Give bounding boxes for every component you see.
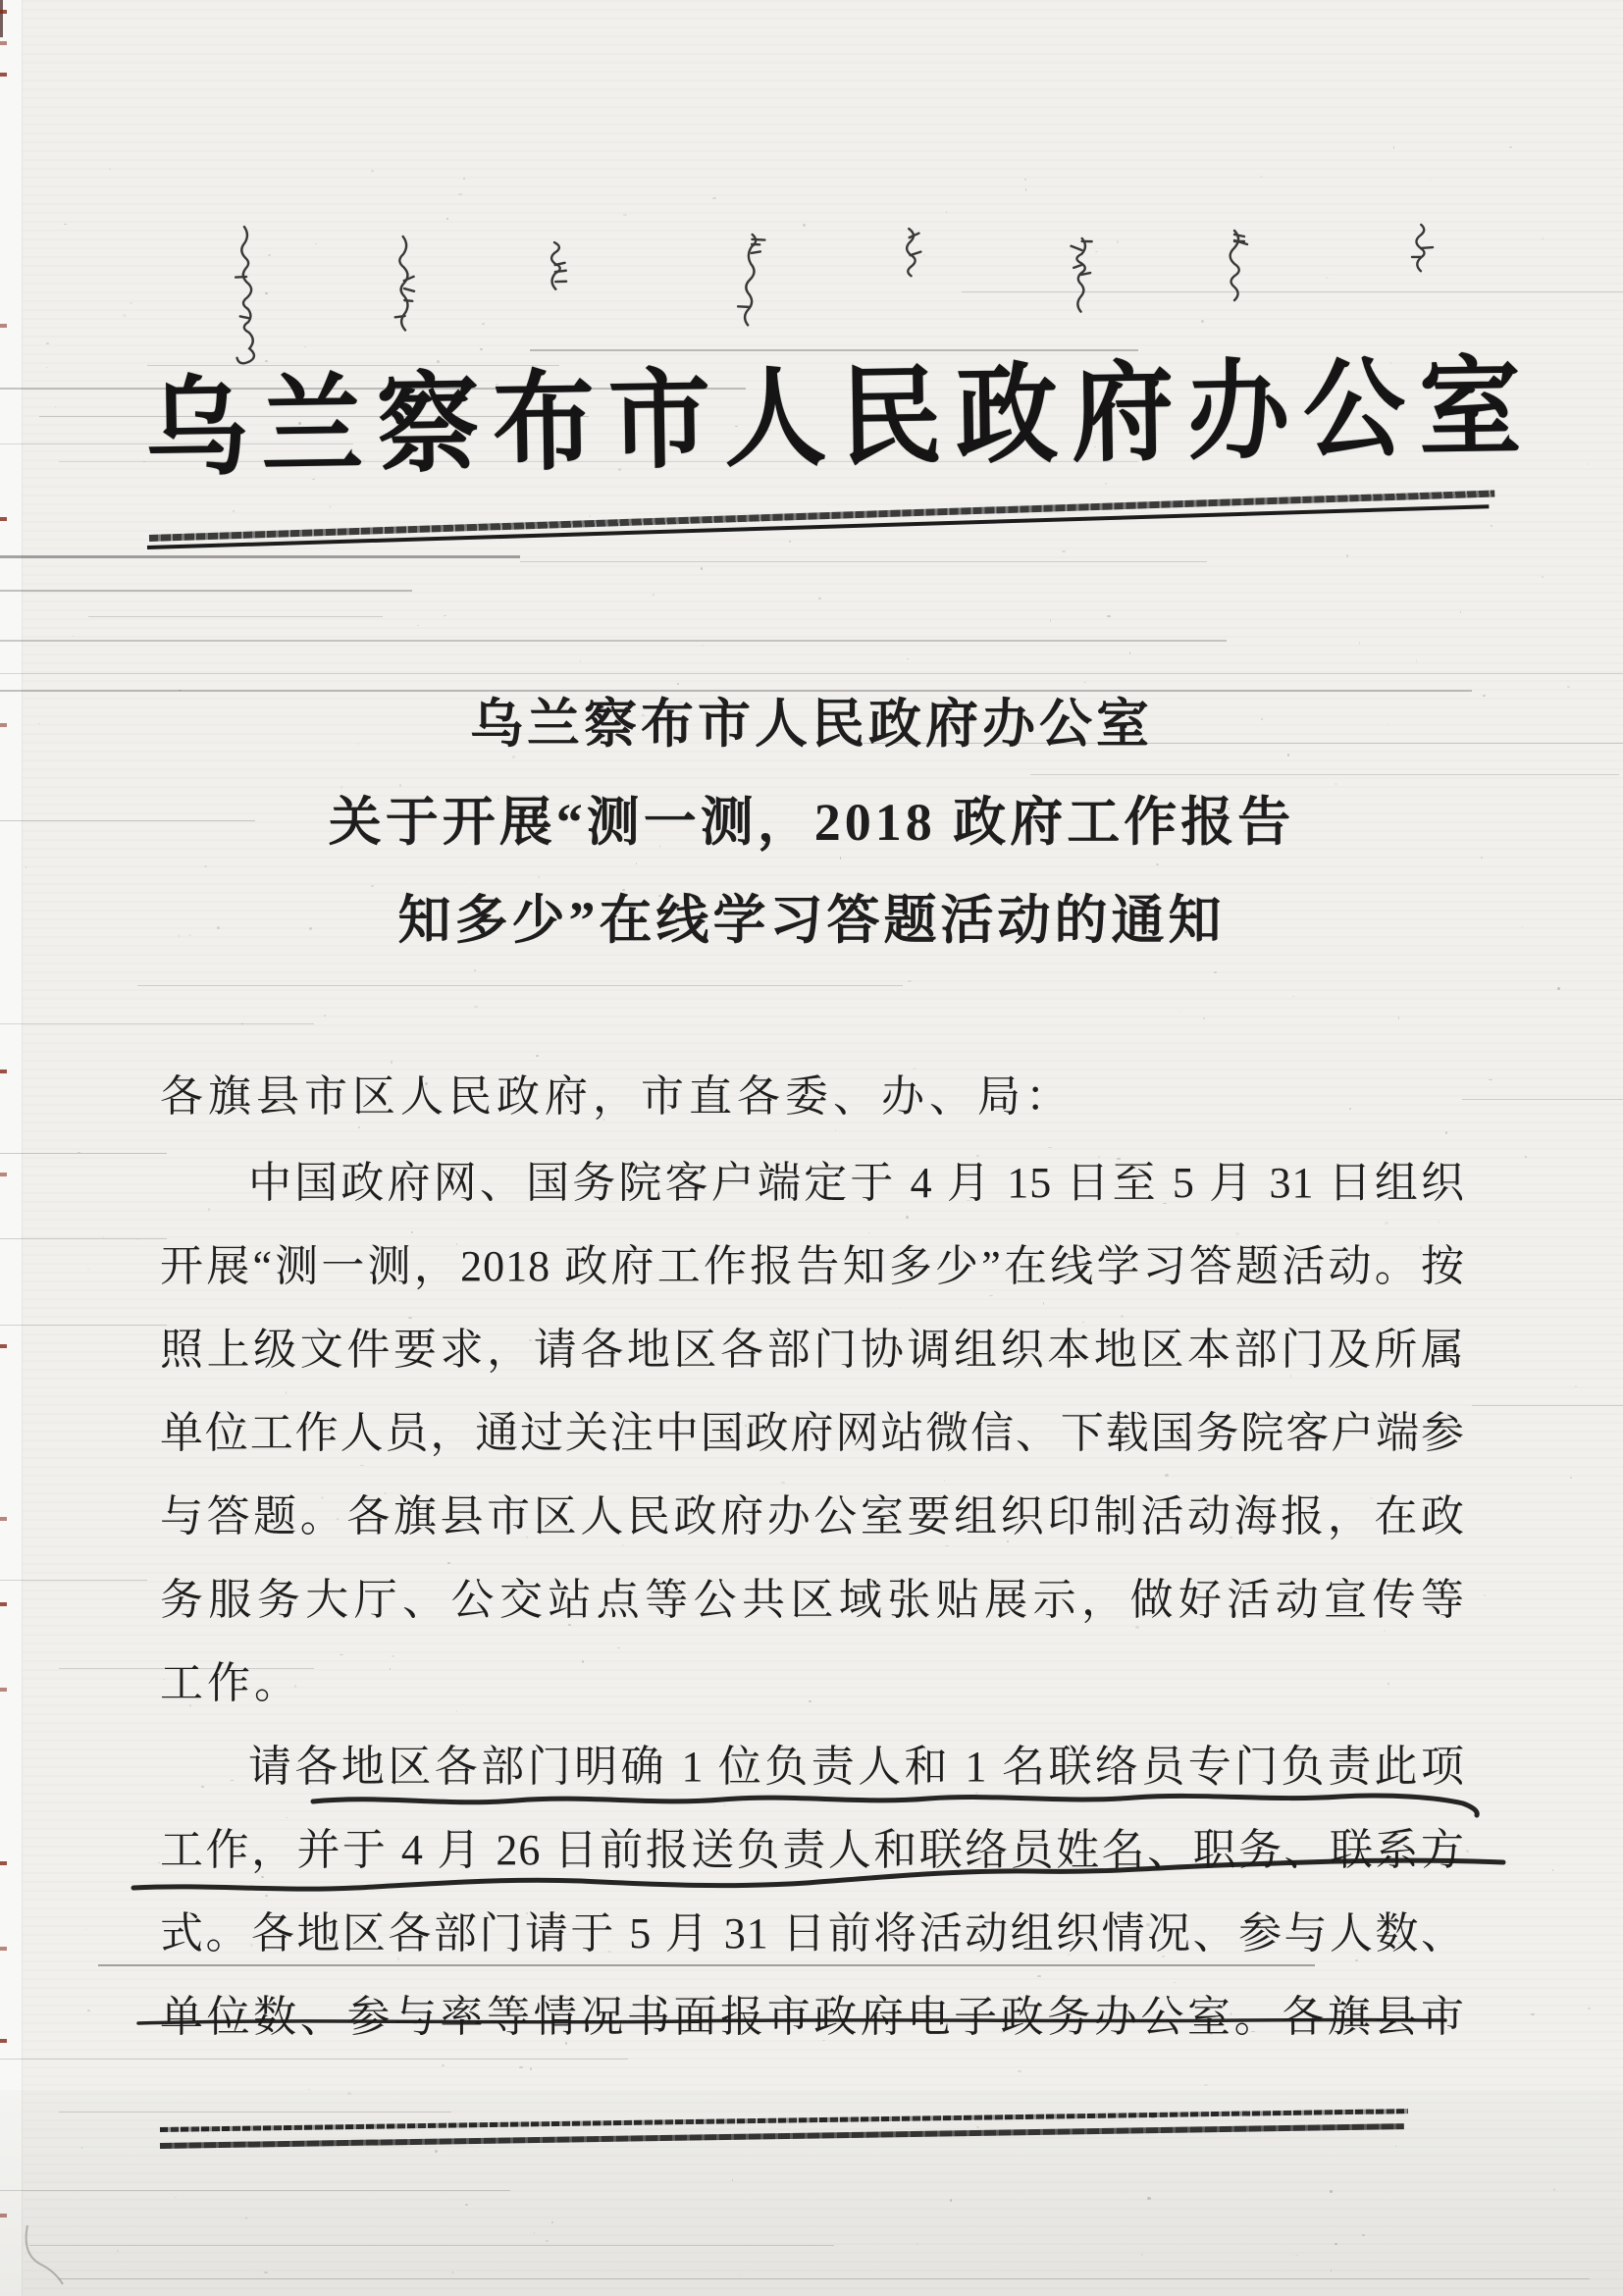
body-line-5: 与答题。各旗县市区人民政府办公室要组织印制活动海报，在政 xyxy=(160,1492,1465,1540)
body-line-8: 请各地区各部门明确 1 位负责人和 1 名联络员专门负责此项 xyxy=(248,1743,1465,1791)
body-line-4: 单位工作人员，通过关注中国政府网站微信、下载国务院客户端参 xyxy=(160,1409,1465,1457)
letterhead-rule xyxy=(149,491,1494,542)
scan-left-margin xyxy=(0,0,23,2296)
mongolian-script-glyph xyxy=(727,231,776,346)
hand-underline-3 xyxy=(135,2009,1450,2033)
hand-underline-2 xyxy=(130,1849,1513,1900)
letterhead-agency-name: 乌兰察布市人民政府办公室 xyxy=(144,347,1536,491)
document-title-line-3: 知多少”在线学习答题活动的通知 xyxy=(397,891,1226,950)
document-title-line-1: 乌兰察布市人民政府办公室 xyxy=(470,695,1153,754)
body-line-6: 务服务大厅、公交站点等公共区域张贴展示，做好活动宣传等 xyxy=(160,1576,1465,1624)
body-line-1: 中国政府网、国务院客户端定于 4 月 15 日至 5 月 31 日组织 xyxy=(248,1159,1465,1207)
mongolian-script-glyph xyxy=(1061,235,1105,329)
body-line-11: 单位数、参与率等情况书面报市政府电子政务办公室。各旗县市 xyxy=(160,1993,1465,2041)
mongolian-script-glyph xyxy=(1215,228,1258,330)
pen-smudge xyxy=(18,2219,86,2293)
mongolian-script-glyph xyxy=(384,233,430,347)
body-line-10: 式。各地区各部门请于 5 月 31 日前将活动组织情况、参与人数、 xyxy=(160,1909,1465,1957)
salutation: 各旗县市区人民政府，市直各委、办、局： xyxy=(160,1072,1073,1121)
mongolian-script-glyph xyxy=(535,238,580,316)
letterhead-rule-shadow xyxy=(147,504,1489,549)
body-line-3: 照上级文件要求，请各地区各部门协调组织本地区本部门及所属 xyxy=(160,1326,1465,1374)
scan-edge-mark xyxy=(0,0,3,37)
document-title-line-2: 关于开展“测一测，2018 政府工作报告 xyxy=(328,793,1295,852)
mongolian-script-glyph xyxy=(889,225,936,305)
hand-underline-1 xyxy=(310,1786,1488,1825)
body-line-7: 工作。 xyxy=(160,1659,301,1707)
body-line-2: 开展“测一测，2018 政府工作报告知多少”在线学习答题活动。按 xyxy=(160,1242,1465,1290)
mongolian-script-glyph xyxy=(1401,222,1445,292)
body-line-9: 工作，并于 4 月 26 日前报送负责人和联络员姓名、职务、联系方 xyxy=(160,1826,1465,1874)
